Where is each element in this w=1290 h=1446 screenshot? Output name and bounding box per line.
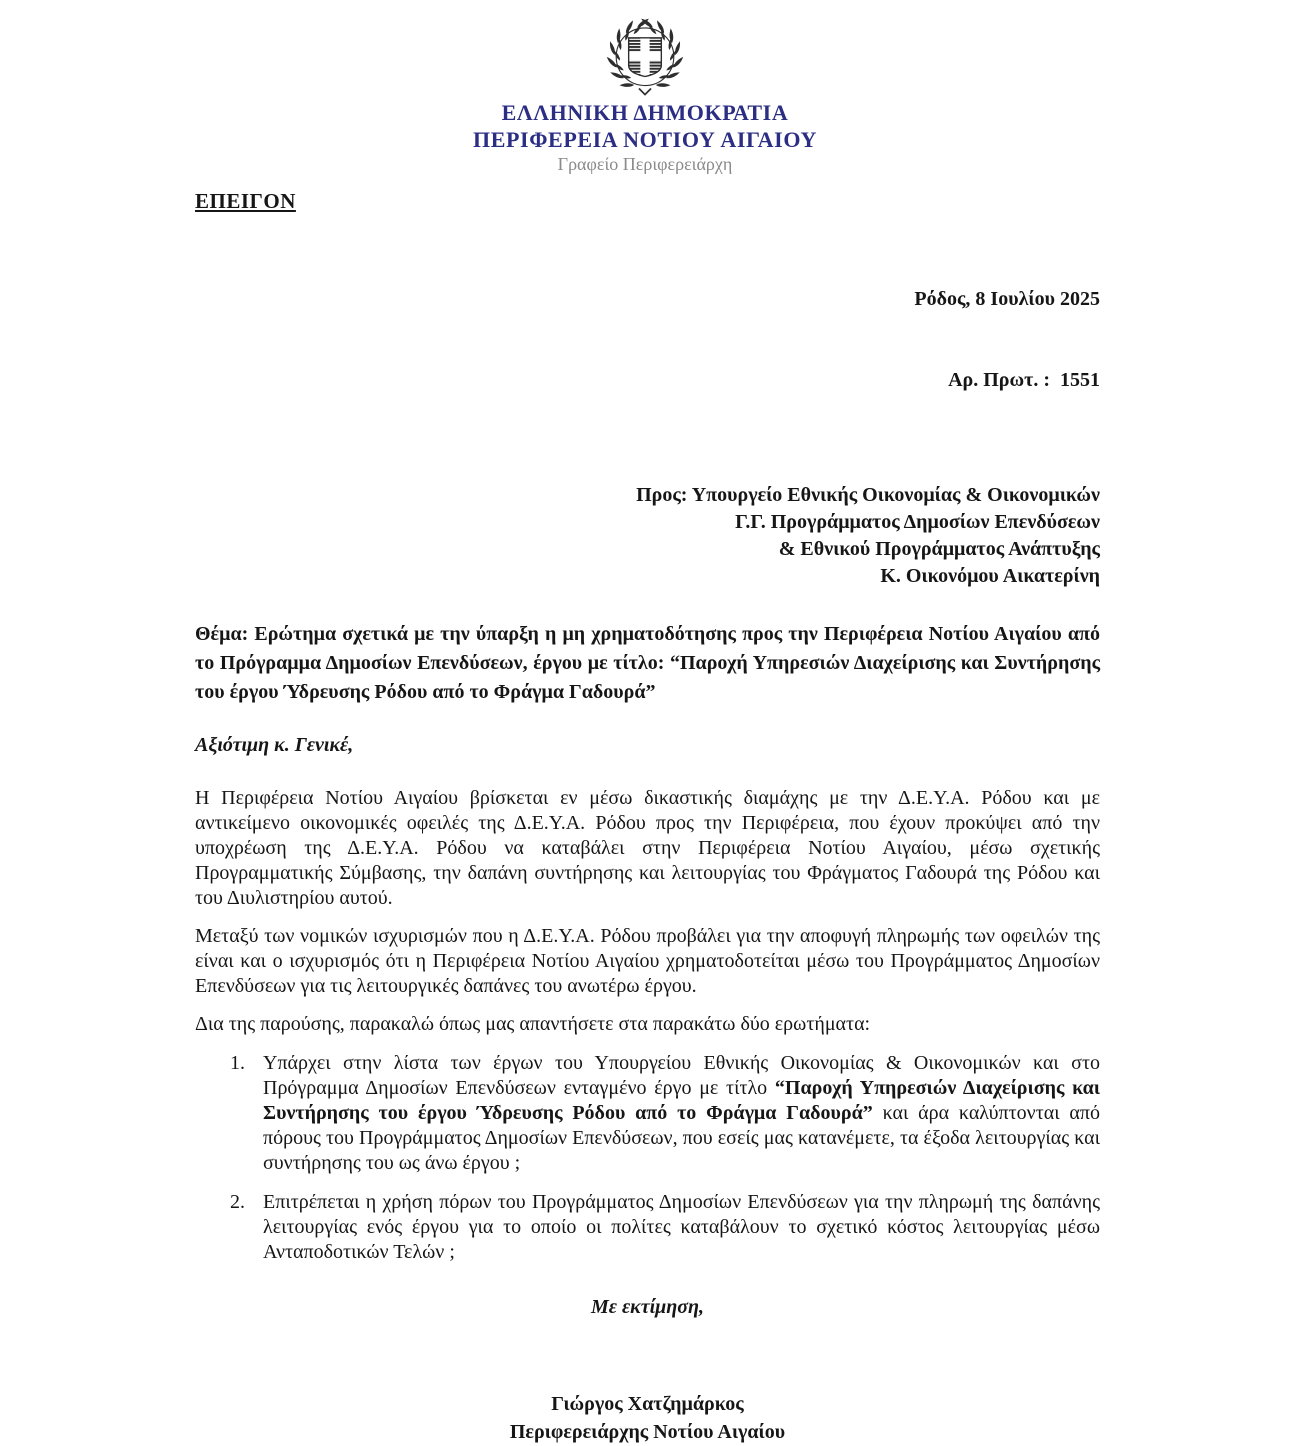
recipient-line: Γ.Γ. Προγράμματος Δημοσίων Επενδύσεων [735,511,1100,534]
greek-coat-of-arms-icon [593,12,697,98]
list-item-text [263,1190,1100,1265]
question-text: Επιτρέπεται η χρήση πόρων του Προγράμματος Δημοσίων Επενδύσεων για την πληρωμή της δαπάνης λειτουργίας ενός έργου για το οποίο οι πολίτες καταβάλουν το σχετικό κόστος λειτουργίας μέσω Ανταποδοτικών Τελών ; [263,1191,1100,1264]
list-item [230,1051,1100,1176]
closing-phrase: Με εκτίμηση, [590,1296,705,1319]
urgency-label: ΕΠΕΙΓΟΝ [195,189,296,214]
region-title: ΠΕΡΙΦΕΡΕΙΑ ΝΟΤΙΟΥ ΑΙΓΑΙΟΥ [473,126,817,152]
recipient-block [195,482,1100,590]
hellenic-republic-title: ΕΛΛΗΝΙΚΗ ΔΗΜΟΚΡΑΤΙΑ [501,100,789,125]
letter-body [195,189,1100,1446]
list-item-number: 2. [230,1191,245,1214]
signatory-title: Περιφερειάρχης Νοτίου Αιγαίου [509,1421,786,1444]
paragraph: Δια της παρούσης, παρακαλώ όπως μας απαντήσετε στα παρακάτω δύο ερωτήματα: [195,1013,871,1036]
list-item [230,1190,1100,1265]
recipient-line: Προς: Υπουργείο Εθνικής Οικονομίας & Οικονομικών [636,484,1100,507]
protocol-number: Αρ. Πρωτ. : 1551 [948,369,1100,392]
letterhead [0,0,1290,175]
paragraph: Η Περιφέρεια Νοτίου Αιγαίου βρίσκεται εν μέσω δικαστικής διαμάχης με την Δ.Ε.Υ.Α. Ρόδου και με αντικείμενο οικονομικές οφειλές της Δ.Ε.Υ.Α. Ρόδου προς την Περιφέρεια, που έχουν προκύψει από την υποχρέωση της Δ.Ε.Υ.Α. Ρόδου να καταβάλει στην Περιφέρεια Νοτίου Αιγαίου, μέσω σχετικής Προγραμματικής Σύμβασης, την δαπάνη συντήρησης και λειτουργίας του Φράγματος Γαδουρά της Ρόδου και του Διυλιστηρίου αυτού. [195,787,1100,910]
question-list [195,1051,1100,1265]
signature-block [195,1390,1100,1446]
question-text: Υπάρχει στην λίστα των έργων του Υπουργείου Εθνικής Οικονομίας & Οικονομικών και στο Πρόγραμμα Δημοσίων Επενδύσεων ενταγμένο έργο με τίτλο [263,1052,1100,1100]
signatory-name: Γιώργος Χατζημάρκος [551,1393,744,1416]
office-subtitle: Γραφείο Περιφερειάρχη [557,154,733,175]
reference-block [195,232,1100,448]
question-text: και άρα καλύπτονται από πόρους του Προγράμματος Δημοσίων Επενδύσεων, που εσείς μας κατανέμετε, τα έξοδα λειτουργίας και συντήρησης του ως άνω έργου ; [263,1102,1101,1175]
subject-line: Θέμα: Ερώτημα σχετικά με την ύπαρξη η μη χρηματοδότησης προς την Περιφέρεια Νοτίου Αιγαίου από το Πρόγραμμα Δημοσίων Επενδύσεων, έργου με τίτλο: “Παροχή Υπηρεσιών Διαχείρισης και Συντήρησης του έργου Ύδρευσης Ρόδου από το Φράγμα Γαδουρά” [195,623,1100,704]
list-item-number: 1. [230,1052,245,1075]
project-title-bold: “Παροχή Υπηρεσιών Διαχείρισης και Συντήρησης του έργου Ύδρευσης Ρόδου από το Φράγμα Γαδουρά” [263,1077,1100,1125]
cross-shield [629,38,662,77]
salutation: Αξιότιμη κ. Γενικέ, [195,734,354,757]
place-date: Ρόδος, 8 Ιουλίου 2025 [914,288,1100,311]
list-item-text [263,1051,1100,1176]
paragraph: Μεταξύ των νομικών ισχυρισμών που η Δ.Ε.Υ.Α. Ρόδου προβάλει για την αποφυγή πληρωμής των οφειλών της είναι και ο ισχυρισμός ότι η Περιφέρεια Νοτίου Αιγαίου χρηματοδοτείται μέσω του Προγράμματος Δημοσίων Επενδύσεων για τις λειτουργικές δαπάνες του ανωτέρω έργου. [195,925,1100,998]
recipient-line: Κ. Οικονόμου Αικατερίνη [880,565,1100,588]
paragraphs [195,786,1100,1037]
recipient-line: & Εθνικού Προγράμματος Ανάπτυξης [778,538,1100,561]
